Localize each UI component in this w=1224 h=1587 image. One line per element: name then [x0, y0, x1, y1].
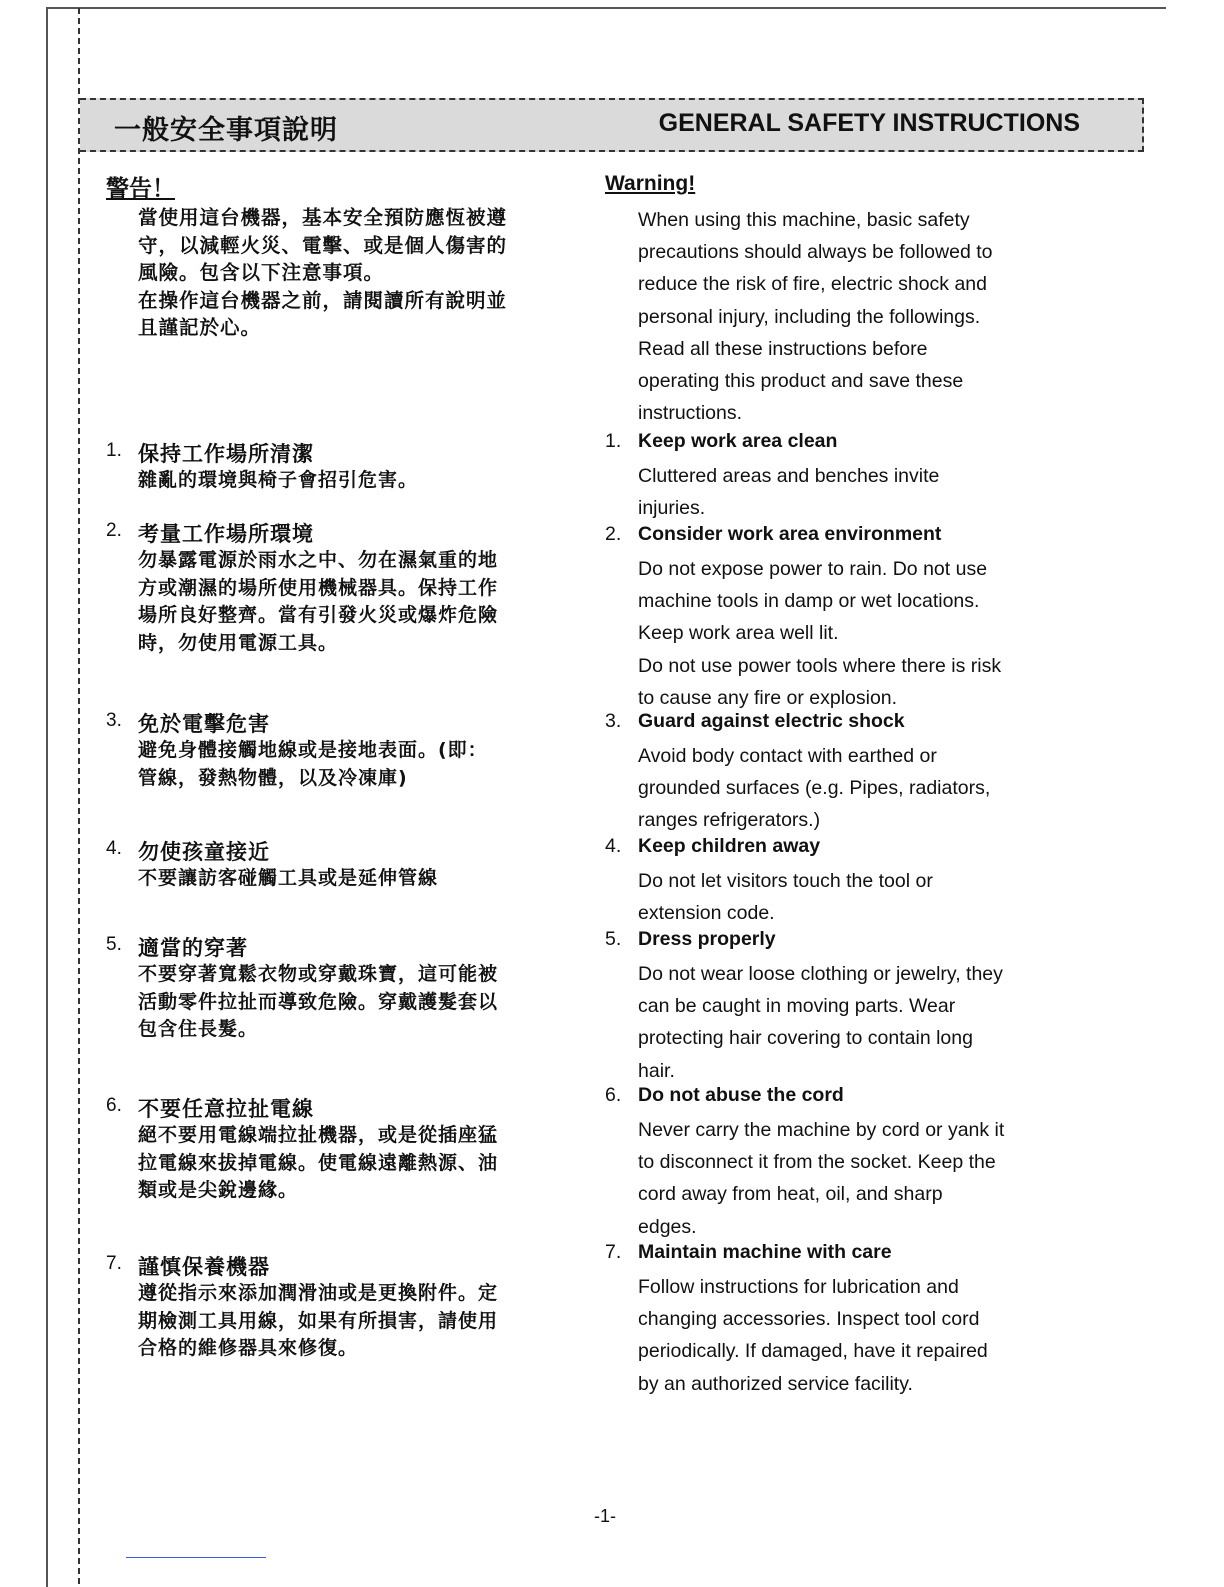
warning-text-zh	[138, 204, 578, 342]
item-body	[138, 1122, 568, 1205]
text-line: injuries.	[638, 497, 706, 520]
item-title: Guard against electric shock	[638, 710, 905, 732]
item-body	[138, 467, 568, 495]
warning-title-en: Warning!	[605, 172, 696, 195]
item-number: 2.	[605, 523, 622, 545]
text-line: 不要穿著寬鬆衣物或穿戴珠寶，這可能被	[138, 963, 499, 985]
text-line: grounded surfaces (e.g. Pipes, radiators,	[638, 777, 991, 800]
text-line: 不要讓訪客碰觸工具或是延伸管線	[138, 867, 439, 889]
text-line: 拉電線來拔掉電線。使電線遠離熱源、油	[138, 1151, 499, 1174]
text-line: 方或潮濕的場所使用機械器具。保持工作	[138, 576, 499, 599]
text-line: 管線，發熱物體，以及冷凍庫)	[138, 766, 408, 789]
item-title: Dress properly	[638, 928, 776, 950]
text-line: 合格的維修器具來修復。	[138, 1337, 359, 1359]
text-line: Follow instructions for lubrication and	[638, 1276, 959, 1298]
text-line: precautions should always be followed to	[638, 241, 993, 264]
item-body	[138, 737, 568, 792]
text-line: 且謹記於心。	[138, 316, 262, 339]
footer-link-underline	[126, 1557, 266, 1558]
item-title: 勿使孩童接近	[138, 840, 270, 864]
item-body	[138, 547, 568, 657]
page-border-top	[46, 7, 1166, 9]
item-number: 3.	[106, 710, 122, 731]
item-title: Do not abuse the cord	[638, 1084, 844, 1106]
item-body	[638, 740, 1078, 837]
item-number: 2.	[106, 520, 122, 541]
text-line: 類或是尖銳邊緣。	[138, 1179, 299, 1201]
text-line: Keep work area well lit.	[638, 622, 839, 645]
item-title: 適當的穿著	[138, 936, 248, 960]
item-body	[638, 553, 1078, 714]
text-line: to disconnect it from the socket. Keep the	[638, 1151, 996, 1174]
text-line: instructions.	[638, 402, 743, 425]
text-line: Never carry the machine by cord or yank it	[638, 1119, 1005, 1141]
item-number: 7.	[106, 1253, 122, 1274]
item-number: 6.	[605, 1084, 622, 1106]
item-number: 5.	[605, 928, 622, 950]
text-line: 場所良好整齊。當有引發火災或爆炸危險	[138, 604, 499, 626]
text-line: When using this machine, basic safety	[638, 209, 970, 231]
text-line: to cause any fire or explosion.	[638, 686, 898, 709]
text-line: 雜亂的環境與椅子會招引危害。	[138, 469, 419, 491]
text-line: Do not expose power to rain. Do not use	[638, 558, 988, 580]
text-line: 絕不要用電線端拉扯機器，或是從插座猛	[138, 1124, 499, 1146]
text-line: 勿暴露電源於雨水之中、勿在濕氣重的地	[138, 549, 499, 571]
header-title-en: GENERAL SAFETY INSTRUCTIONS	[658, 109, 1080, 137]
warning-text-en	[638, 204, 1078, 429]
text-line: by an authorized service facility.	[638, 1372, 913, 1395]
item-title: 考量工作場所環境	[138, 522, 314, 546]
text-line: protecting hair covering to contain long	[638, 1027, 973, 1050]
item-number: 4.	[605, 835, 622, 857]
item-title: Keep children away	[638, 835, 821, 857]
text-line: 包含住長髮。	[138, 1018, 259, 1040]
text-line: Do not use power tools where there is risk	[638, 654, 1002, 677]
item-number: 6.	[106, 1095, 122, 1116]
warning-title-zh: 警告！	[106, 176, 175, 202]
header-title-zh: 一般安全事項說明	[114, 115, 338, 146]
text-line: 守，以減輕火災、電擊、或是個人傷害的	[138, 233, 508, 257]
text-line: reduce the risk of fire, electric shock and	[638, 273, 987, 296]
item-title: 不要任意拉扯電線	[138, 1097, 314, 1121]
text-line: 避免身體接觸地線或是接地表面。(即：	[138, 739, 488, 761]
item-title: Consider work area environment	[638, 523, 942, 545]
text-line: 在操作這台機器之前，請閱讀所有說明並	[138, 288, 508, 312]
item-number: 1.	[106, 440, 122, 461]
page-number: -1-	[594, 1506, 616, 1526]
section-header-banner	[80, 98, 1144, 152]
text-line: operating this product and save these	[638, 370, 964, 393]
text-line: edges.	[638, 1215, 697, 1238]
text-line: extension code.	[638, 902, 775, 925]
binding-dashed-line	[78, 8, 80, 1584]
item-title: 保持工作場所清潔	[138, 442, 314, 466]
item-body	[638, 865, 1078, 929]
text-line: Read all these instructions before	[638, 337, 928, 360]
item-body	[638, 958, 1078, 1087]
item-number: 1.	[605, 430, 622, 452]
item-number: 3.	[605, 710, 622, 732]
item-body	[638, 1271, 1078, 1400]
item-body	[638, 460, 1078, 524]
text-line: machine tools in damp or wet locations.	[638, 590, 980, 613]
text-line: 時，勿使用電源工具。	[138, 631, 339, 654]
item-title: Maintain machine with care	[638, 1241, 892, 1263]
item-title: Keep work area clean	[638, 430, 838, 452]
text-line: 遵從指示來添加潤滑油或是更換附件。定	[138, 1282, 499, 1304]
text-line: 活動零件拉扯而導致危險。穿戴護髮套以	[138, 990, 499, 1013]
item-body	[138, 961, 568, 1044]
text-line: changing accessories. Inspect tool cord	[638, 1308, 980, 1331]
text-line: Do not let visitors touch the tool or	[638, 870, 933, 892]
text-line: personal injury, including the followings.	[638, 305, 981, 328]
text-line: 當使用這台機器，基本安全預防應恆被遵	[138, 206, 508, 229]
item-title: 謹慎保養機器	[138, 1255, 270, 1279]
text-line: cord away from heat, oil, and sharp	[638, 1183, 943, 1206]
text-line: Do not wear loose clothing or jewelry, they	[638, 963, 1003, 985]
text-line: Avoid body contact with earthed or	[638, 745, 937, 767]
item-number: 7.	[605, 1241, 622, 1263]
item-body	[138, 865, 568, 893]
item-title: 免於電擊危害	[138, 712, 270, 736]
text-line: can be caught in moving parts. Wear	[638, 995, 956, 1018]
text-line: ranges refrigerators.)	[638, 809, 821, 832]
item-body	[638, 1114, 1078, 1243]
page-border-left	[46, 7, 48, 1587]
text-line: hair.	[638, 1059, 675, 1082]
item-number: 5.	[106, 934, 122, 955]
text-line: periodically. If damaged, have it repaired	[638, 1340, 988, 1363]
item-number: 4.	[106, 838, 122, 859]
text-line: Cluttered areas and benches invite	[638, 465, 940, 487]
item-body	[138, 1280, 568, 1363]
text-line: 風險。包含以下注意事項。	[138, 261, 385, 284]
text-line: 期檢測工具用線，如果有所損害，請使用	[138, 1309, 499, 1332]
